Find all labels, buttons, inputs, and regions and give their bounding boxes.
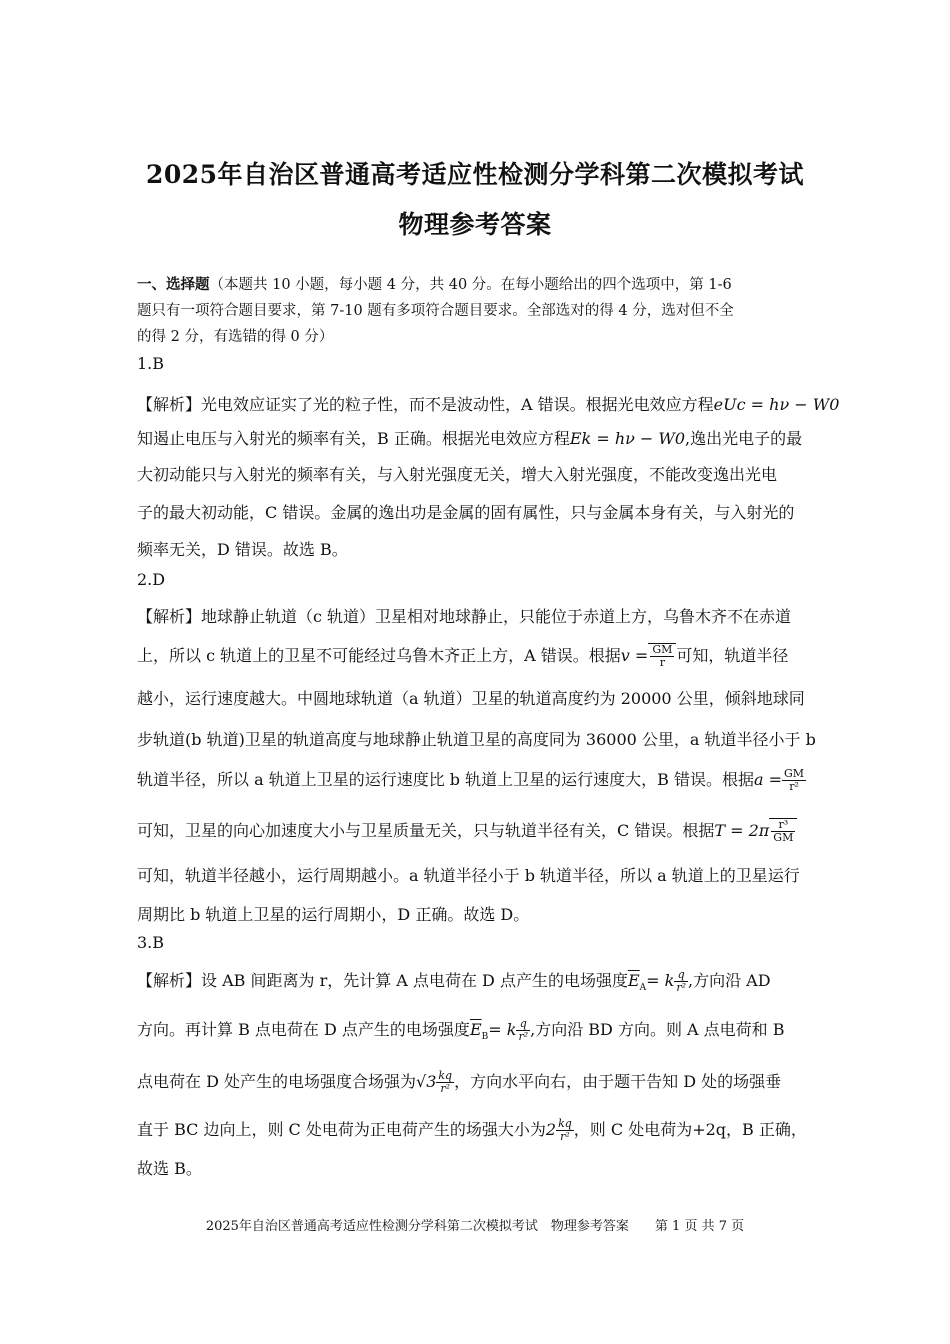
q2-line-2 bbox=[137, 643, 788, 669]
q1-formula-2: Ek = hν − W0 bbox=[569, 429, 686, 448]
q3-formula-r2-2: r² bbox=[518, 1030, 529, 1043]
q2-formula-v: v = bbox=[620, 646, 649, 665]
q2-line-7: 可知，轨道半径越小，运行周期越小。a 轨道半径小于 b 轨道半径，所以 a 轨道上的卫星运行 bbox=[137, 866, 800, 885]
q3-formula-q-1: q bbox=[674, 969, 688, 982]
q3-text-4b: ，则 C 处电荷为+2q，B 正确， bbox=[573, 1120, 807, 1139]
q3-formula-kq-2: kq bbox=[558, 1117, 572, 1130]
q2-sqrt-v bbox=[648, 643, 676, 669]
q1-text-2b: ,逸出光电子的最 bbox=[685, 429, 803, 448]
section-line-2: 题只有一项符合题目要求，第 7-10 题有多项符合题目要求。全部选对的得 4 分，选对但不全 bbox=[137, 303, 734, 319]
q2-text-2a: 上，所以 c 轨道上的卫星不可能经过乌鲁木齐正上方，A 错误。根据 bbox=[137, 646, 621, 665]
q1-text-1: 【解析】光电效应证实了光的粒子性，而不是波动性，A 错误。根据光电效应方程 bbox=[137, 395, 714, 414]
q3-text-1a: 【解析】设 AB 间距离为 r，先计算 A 点电荷在 D 点产生的电场强度 bbox=[137, 971, 628, 990]
q2-line-1: 【解析】地球静止轨道（c 轨道）卫星相对地球静止，只能位于赤道上方，乌鲁木齐不在赤道 bbox=[137, 607, 792, 626]
q3-formula-eq-1: = k bbox=[646, 971, 675, 990]
q2-answer: 2.D bbox=[137, 570, 166, 589]
q3-line-4 bbox=[137, 1117, 807, 1143]
q2-formula-T-den: GM bbox=[773, 831, 794, 844]
q2-text-5a: 轨道半径，所以 a 轨道上卫星的运行速度比 b 轨道上卫星的运行速度大，B 错误。根据 bbox=[137, 770, 754, 789]
q3-text-3b: ，方向水平向右，由于题干告知 D 处的场强垂 bbox=[454, 1072, 782, 1091]
q3-formula-2: 2 bbox=[545, 1120, 557, 1139]
q1-answer: 1.B bbox=[137, 354, 165, 373]
q3-formula-sqrt3: √3 bbox=[416, 1072, 437, 1091]
q2-formula-v-num: GM bbox=[652, 643, 673, 656]
q3-formula-q-2: q bbox=[516, 1018, 530, 1031]
q2-formula-T-num: r³ bbox=[771, 819, 795, 832]
q3-text-3a: 点电荷在 D 处产生的电场强度合场强为 bbox=[137, 1072, 417, 1091]
q3-text-1b: ,方向沿 AD bbox=[688, 971, 771, 990]
q1-formula-1: eUc = hν − W0 bbox=[713, 395, 840, 414]
q3-formula-r2-4: r² bbox=[560, 1130, 570, 1143]
page-title: 2025年自治区普通高考适应性检测分学科第二次模拟考试 bbox=[145, 160, 805, 189]
section-heading: 一、选择题 bbox=[137, 276, 210, 293]
q3-text-2b: ,方向沿 BD 方向。则 A 点电荷和 B bbox=[530, 1020, 785, 1039]
q3-formula-EA-sub: A bbox=[639, 983, 647, 994]
q3-line-3 bbox=[137, 1069, 781, 1095]
q1-line-4: 子的最大初动能，C 错误。金属的逸出功是金属的固有属性，只与金属本身有关，与入射光的 bbox=[137, 503, 795, 522]
q2-text-6a: 可知，卫星的向心加速度大小与卫星质量无关，只与轨道半径有关，C 错误。根据 bbox=[137, 821, 715, 840]
q3-formula-eq-2: = k bbox=[488, 1020, 517, 1039]
q1-line-1 bbox=[137, 392, 839, 415]
q3-line-2 bbox=[137, 1017, 785, 1043]
q3-formula-kq-1: kq bbox=[438, 1069, 453, 1082]
q2-line-5 bbox=[137, 767, 806, 793]
q2-line-4: 步轨道(b 轨道)卫星的轨道高度与地球静止轨道卫星的高度同为 36000 公里，a 轨道半径小于 b bbox=[137, 730, 816, 749]
q3-formula-EA: $\overline{E}$ bbox=[627, 971, 640, 990]
q3-answer: 3.B bbox=[137, 933, 165, 952]
page-subtitle: 物理参考答案 bbox=[398, 210, 552, 239]
q2-formula-a: a = bbox=[753, 770, 783, 789]
q2-formula-a-den: r² bbox=[789, 780, 799, 793]
q2-formula-a-num: GM bbox=[784, 767, 805, 780]
q3-formula-EB-sub: B bbox=[481, 1032, 489, 1043]
q2-sqrt-T bbox=[769, 818, 797, 844]
q3-formula-EB: $\overline{E}$ bbox=[469, 1020, 482, 1039]
q1-line-5: 频率无关，D 错误。故选 B。 bbox=[137, 540, 348, 559]
q3-formula-r2-3: r² bbox=[440, 1082, 451, 1095]
q1-line-2 bbox=[137, 426, 802, 449]
section-desc-1: （本题共 10 小题，每小题 4 分，共 40 分。在每小题给出的四个选项中，第 1-6 bbox=[209, 277, 732, 293]
q3-line-5: 故选 B。 bbox=[137, 1159, 202, 1178]
q3-formula-r2-1: r² bbox=[676, 981, 686, 994]
section-line-1 bbox=[137, 273, 732, 294]
q3-line-1 bbox=[137, 968, 771, 994]
q2-line-3: 越小，运行速度越大。中圆地球轨道（a 轨道）卫星的轨道高度约为 20000 公里，倾斜地球同 bbox=[137, 689, 805, 708]
q2-line-8: 周期比 b 轨道上卫星的运行周期小，D 正确。故选 D。 bbox=[137, 905, 530, 924]
q2-text-2b: 可知，轨道半径 bbox=[676, 646, 789, 665]
q3-text-4a: 直于 BC 边向上，则 C 处电荷为正电荷产生的场强大小为 bbox=[137, 1120, 546, 1139]
q1-line-3: 大初动能只与入射光的频率有关，与入射光强度无关，增大入射光强度，不能改变逸出光电 bbox=[137, 465, 778, 484]
q2-formula-T: T = 2π bbox=[714, 821, 770, 840]
q2-line-6 bbox=[137, 818, 797, 844]
q2-formula-v-den: r bbox=[659, 656, 665, 669]
page-footer: 2025年自治区普通高考适应性检测分学科第二次模拟考试 物理参考答案 第 1 页 共 7 页 bbox=[205, 1219, 745, 1234]
q1-text-2a: 知遏止电压与入射光的频率有关，B 正确。根据光电效应方程 bbox=[137, 429, 570, 448]
q3-text-2a: 方向。再计算 B 点电荷在 D 点产生的电场强度 bbox=[137, 1020, 470, 1039]
section-line-3: 的得 2 分，有选错的得 0 分） bbox=[137, 329, 334, 345]
